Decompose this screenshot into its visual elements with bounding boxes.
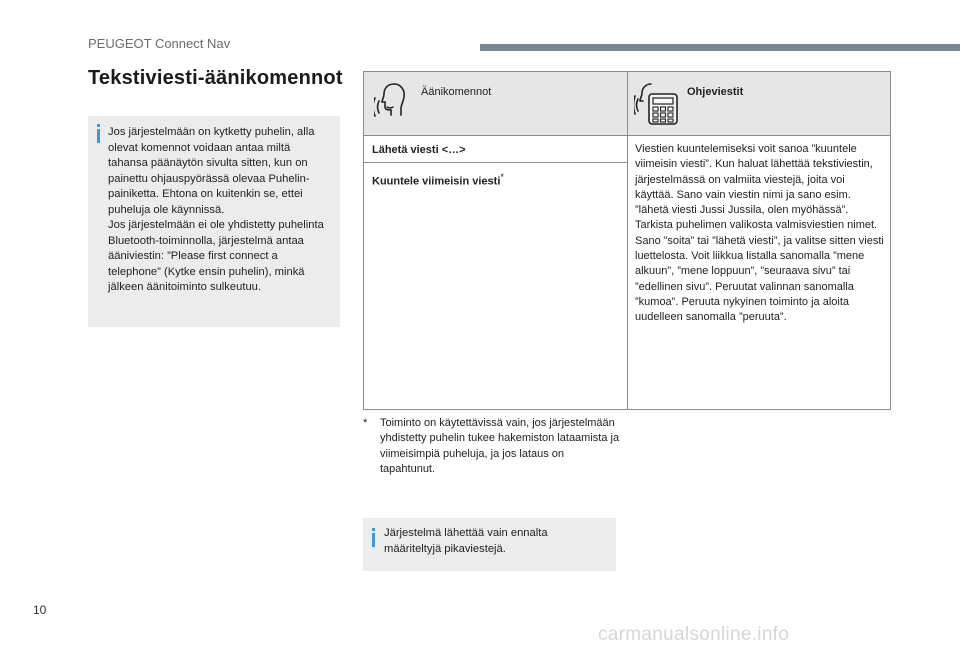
page-number: 10 (33, 603, 47, 617)
info-bar-icon-stem (372, 533, 375, 547)
table-header-right-label: Ohjeviestit (687, 86, 744, 98)
table-row (372, 172, 504, 188)
info-note-top-text: Jos järjestelmään on kytketty puhelin, alla olevat komennot voidaan antaa miltä tahansa päänäytön sivulta sitten, kun on painettu ohjauspyörässä olevaa Puhelin-painiketta. Ehtona on kuitenkin se, ettei puheluja ole käynnissä. Jos järjestelmään ei ole yhdistetty puhelinta Bluetooth-toiminnolla, järjestelmä antaa ääniviestin: ”Please first connect a telephone” (Kytke ensin puhelin), minkä jälkeen äänitoiminto sulkeutuu. (108, 126, 324, 293)
command-label: Kuuntele viimeisin viesti (372, 175, 501, 188)
footnote-star: * (363, 417, 368, 429)
info-bar-icon (372, 528, 375, 531)
table-header-right (628, 72, 890, 135)
table-row-divider (364, 162, 627, 163)
info-note-bottom-text: Järjestelmä lähettää vain ennalta määriteltyjä pikaviestejä. (384, 527, 548, 555)
table-row (372, 144, 466, 156)
info-bar-icon-stem (97, 129, 100, 143)
info-bar-icon (97, 124, 100, 127)
help-message-text: Viestien kuuntelemiseksi voit sanoa ”kuuntele viimeisin viesti”. Kun haluat lähettää tekstiviestin, järjestelmässä on valmiita viestejä, joita voi käyttää. Sano vain viestin nimi ja sano esim. ”lähetä viesti Jussi Jussila, olen myöhässä”. Tarkista puhelimen valikosta valmisviestien nimet. Sano ”soita” tai ”lähetä viesti”, ja valitse sitten viesti luettelosta. Voit liikkua listalla sanomalla ”mene alkuun”, ”mene loppuun”, ”seuraava sivu” tai ”edellinen sivu”. Peruutat valinnan sanomalla ”kumoa”. Peruuta nykyinen toiminto ja aloita uudelleen sanomalla ”peruuta”. (635, 143, 884, 324)
table-header-left (364, 72, 628, 135)
info-note-top (88, 116, 340, 327)
voice-command-table (363, 71, 891, 410)
page-title: Tekstiviesti-äänikomennot (88, 67, 343, 89)
info-note-bottom (363, 518, 616, 571)
header-bar (480, 44, 960, 51)
footnote-text: Toiminto on käytettävissä vain, jos järjestelmään yhdistetty puhelin tukee hakemiston lataamista ja viimeisimpiä puheluja, ja jos lataus on tapahtunut. (380, 417, 620, 475)
table-header-left-label: Äänikomennot (421, 86, 492, 98)
command-label: Lähetä viesti <…> (372, 144, 466, 156)
table-column-divider (627, 135, 628, 410)
header-title: PEUGEOT Connect Nav (88, 36, 231, 51)
footnote-mark: * (500, 172, 504, 182)
watermark: carmanualsonline.info (598, 624, 790, 645)
